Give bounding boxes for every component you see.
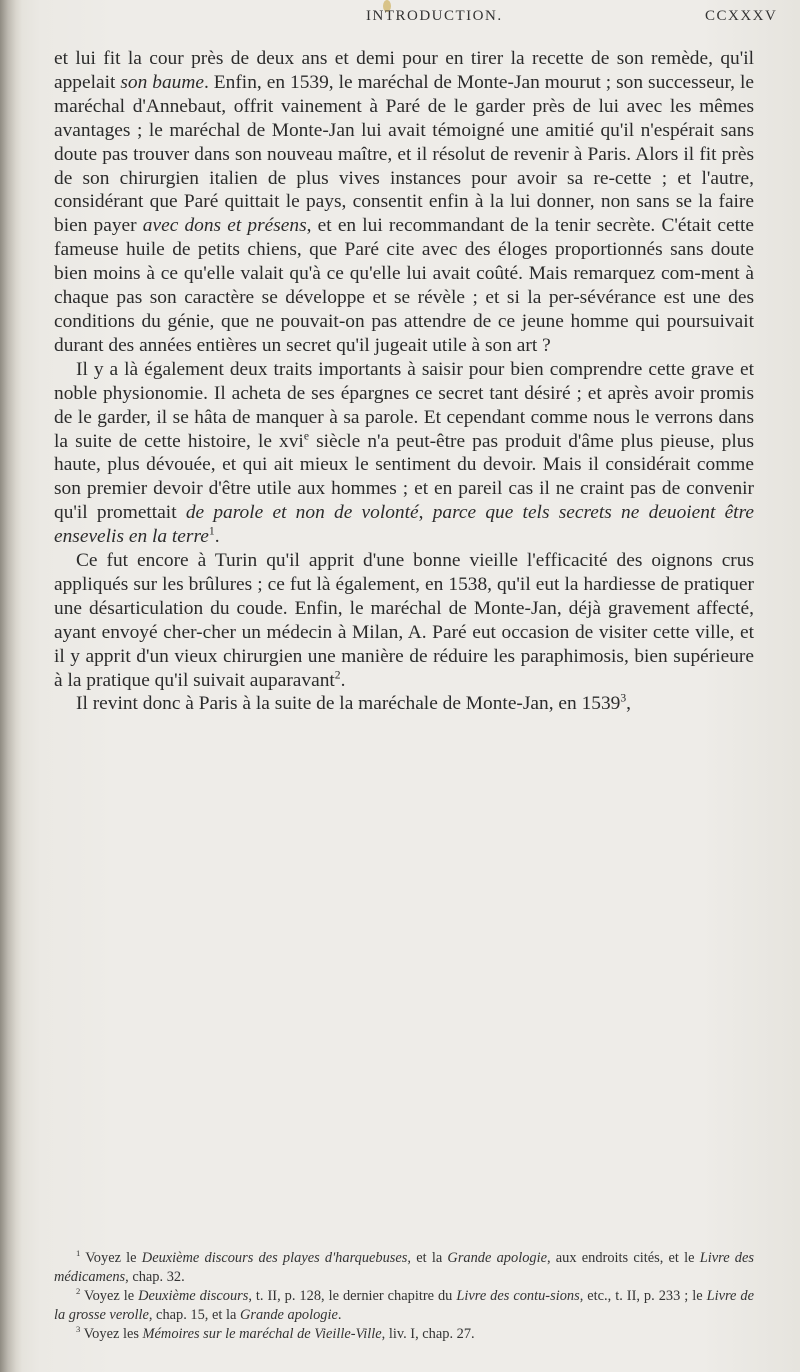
italic-text: Livre des contu-sions <box>456 1288 580 1304</box>
paragraph <box>54 358 754 549</box>
text-run: , aux endroits cités, et le <box>546 1250 700 1266</box>
footnote <box>54 1249 754 1287</box>
italic-text: son baume <box>120 71 204 93</box>
italic-text: Grande apologie <box>447 1250 547 1266</box>
text-run: , chap. 15, et la <box>148 1307 240 1323</box>
text-run: Ce fut encore à Turin qu'il apprit d'une bonne vieille l'efficacité des oignons crus appliqués sur les brûlures ; ce fut là également, en 1538, qu'il eut la hardiesse de pratiquer une désarticulation du coude. Enfin, le maréchal de Monte-Jan, déjà gravement affecté, ayant envoyé cher-cher un médecin à Milan, A. Paré eut occasion de visiter cette ville, et il y apprit d'un vieux chirurgien une manière de réduire les paraphimosis, bien supérieure à la pratique qu'il suivait auparavant <box>54 550 754 691</box>
italic-text: avec dons et présens <box>142 215 307 237</box>
running-title: INTRODUCTION. <box>366 8 503 24</box>
paragraph <box>54 549 754 692</box>
text-run: , t. II, p. 128, le dernier chapitre du <box>248 1288 457 1304</box>
note-reference: 3 <box>620 692 627 705</box>
italic-text: Livre des médicamens <box>54 1250 754 1285</box>
italic-text: Deuxième discours <box>138 1288 249 1304</box>
text-run: , liv. I, chap. 27. <box>381 1326 475 1342</box>
note-reference: 1 <box>208 524 215 538</box>
book-spine-shadow <box>0 0 22 1372</box>
italic-text: parce que tels secrets ne deuoient être ensevelis en la terre <box>54 502 755 548</box>
text-run: , etc., t. II, p. 233 ; le <box>579 1288 707 1304</box>
text-run: Il y a là également deux traits importants à saisir pour bien comprendre cette grave et noble physionomie. Il acheta de ses épargnes ce secret tant désiré ; et après avoir promis de le garder, il se hâta de manquer à sa parole. Et cependant comme nous le verrons dans la suite de cette histoire, le xvi <box>54 358 754 452</box>
text-run: et lui fit la cour près de deux ans et demi pour en tirer la recette de son remède, qu'il appelait <box>54 48 754 93</box>
page-number: CCXXXV <box>705 8 778 24</box>
note-reference: 2 <box>76 1286 81 1297</box>
text-run: , et la <box>407 1250 448 1266</box>
italic-text: Livre de la grosse verolle <box>54 1288 754 1323</box>
footnote <box>54 1325 754 1344</box>
text-run: Voyez les <box>80 1326 143 1342</box>
text-run: , <box>418 502 433 524</box>
italic-text: Grande apologie <box>239 1307 338 1323</box>
body-text <box>54 47 754 716</box>
text-run: . <box>214 526 220 548</box>
text-run: Il revint donc à Paris à la suite de la maréchale de Monte-Jan, en 1539 <box>76 693 621 715</box>
text-run: , chap. 32. <box>125 1269 185 1285</box>
note-reference: 3 <box>76 1324 81 1335</box>
italic-text: Mémoires sur le maréchal de Vieille-Ville <box>142 1326 382 1342</box>
text-run: siècle n'a peut-être pas produit d'âme plus pieuse, plus haute, plus dévouée, et qui ait mieux le sentiment du devoir. Mais il considérait comme son premier devoir d'être utile aux hommes ; et en pareil cas il ne craint pas de convenir qu'il promettait <box>54 430 754 524</box>
text-run: Voyez le <box>80 1250 142 1266</box>
text-run: , <box>626 693 632 715</box>
note-reference: e <box>303 429 309 443</box>
italic-text: Deuxième discours des playes d'harquebuses <box>141 1250 408 1266</box>
note-reference: 1 <box>76 1248 81 1259</box>
footnotes <box>54 1249 754 1344</box>
paragraph <box>54 692 754 716</box>
note-reference: 2 <box>334 668 341 682</box>
text-run: , et en lui recommandant de la tenir secrète. C'était cette fameuse huile de petits chiens, que Paré cite avec des éloges proportionnés sans doute bien moins à ce qu'elle valait qu'à ce qu'elle lui avait coûté. Mais remarquez com-ment à chaque pas son caractère se développe et se révèle ; et si la per-sévérance est une des conditions du génie, que ne pouvait-on pas attendre de ce jeune homme qui poursuivait durant des années entières un secret qu'il jugeait utile à son art ? <box>54 215 754 356</box>
text-run: Voyez le <box>80 1288 139 1304</box>
text-run: . <box>340 669 346 691</box>
text-run: . <box>337 1307 342 1323</box>
page-header <box>0 8 800 38</box>
italic-text: de parole et non de volonté <box>185 502 419 524</box>
paragraph <box>54 47 754 358</box>
footnote <box>54 1287 754 1325</box>
text-run: . Enfin, en 1539, le maréchal de Monte-Jan mourut ; son successeur, le maréchal d'Annebaut, offrit vainement à Paré de le garder près de lui avec les mêmes avantages ; le maréchal de Monte-Jan lui avait témoigné une amitié qu'il n'espérait sans doute pas trouver dans son nouveau maître, et il résolut de revenir à Paris. Alors il fit près de son chirurgien italien de plus vives instances pour avoir sa re-cette ; et l'autre, considérant que Paré quittait le pays, consentit enfin à la lui donner, non sans se la faire bien payer <box>54 71 755 237</box>
